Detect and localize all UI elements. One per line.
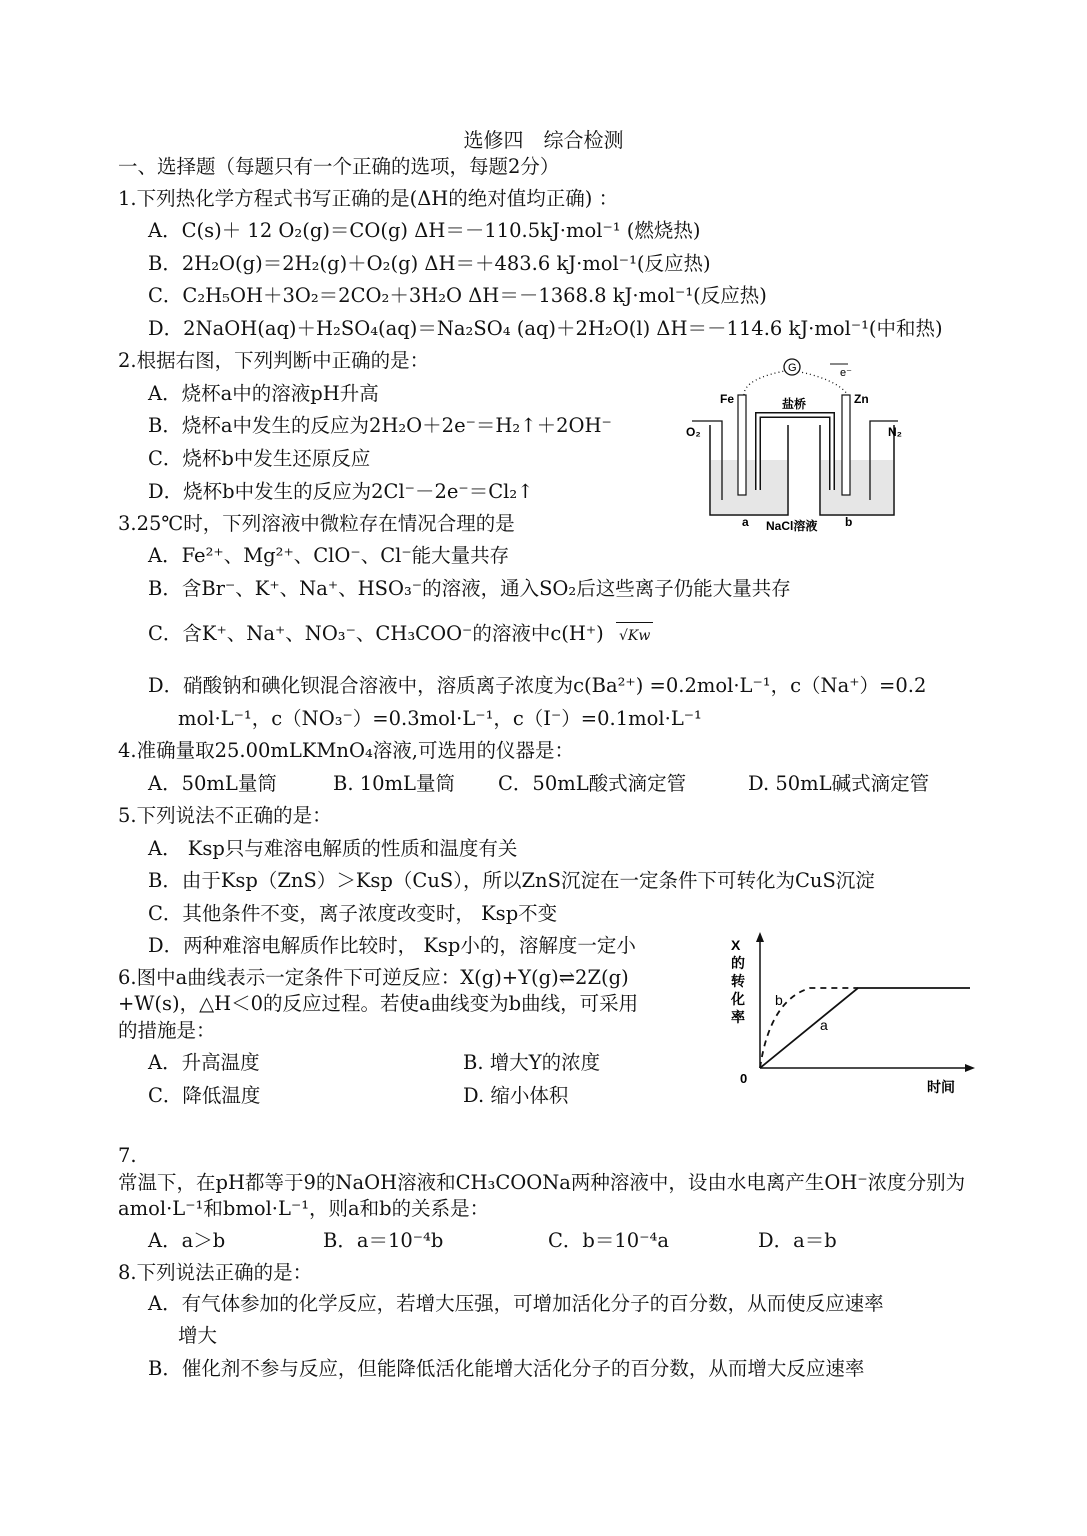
- q6-option-c: C．降低温度: [148, 1084, 261, 1107]
- q7-option-c: C．b＝10⁻⁴a: [548, 1229, 669, 1252]
- q7-stem-line1: 常温下，在pH都等于9的NaOH溶液和CH₃COONa两种溶液中，设由水电离产生OH⁻浓度分别为: [118, 1171, 966, 1194]
- curve-a: [760, 988, 970, 1068]
- n2-label: N₂: [888, 425, 902, 439]
- q1-option-b: B．2H₂O(g)＝2H₂(g)＋O₂(g) ΔH＝＋483.6 kJ·mol⁻¹(反应热): [148, 252, 711, 275]
- solution-label: NaCl溶液: [766, 519, 818, 533]
- q6-option-d: D. 缩小体积: [463, 1084, 569, 1107]
- o2-label: O₂: [686, 425, 701, 439]
- q6-option-a: A．升高温度: [148, 1051, 260, 1074]
- conversion-time-graph: [725, 930, 980, 1100]
- q7-stem-line2: amol·L⁻¹和bmol·L⁻¹，则a和b的关系是：: [118, 1197, 490, 1220]
- galvanometer-label: G: [788, 362, 797, 374]
- salt-bridge-label: 盐桥: [782, 397, 807, 411]
- q4-option-a: A．50mL量筒: [148, 772, 277, 795]
- q3-option-a: A．Fe²⁺、Mg²⁺、ClO⁻、Cl⁻能大量共存: [148, 544, 510, 567]
- q1-option-a: A．C(s)＋ 12 O₂(g)＝CO(g) ΔH＝－110.5kJ·mol⁻¹ (燃烧热): [148, 219, 701, 242]
- q8-stem: 8.下列说法正确的是：: [118, 1261, 313, 1284]
- y-label-4: 化: [731, 991, 745, 1007]
- q2-option-c: C．烧杯b中发生还原反应: [148, 447, 371, 470]
- galvanic-cell-diagram: [680, 350, 910, 535]
- q3-option-d-line1: D．硝酸钠和碘化钡混合溶液中，溶质离子浓度为c(Ba²⁺) =0.2mol·L⁻¹，c（Na⁺）=0.2: [148, 674, 927, 697]
- curve-b-label: b: [775, 992, 783, 1008]
- zn-label: Zn: [854, 392, 869, 406]
- y-label-5: 率: [731, 1009, 745, 1025]
- q7-number: 7.: [118, 1144, 137, 1167]
- q5-stem: 5.下列说法不正确的是：: [118, 804, 332, 827]
- section-heading: 一、选择题（每题只有一个正确的选项，每题2分）: [118, 155, 560, 178]
- x-axis-arrow: [965, 1064, 975, 1072]
- fe-label: Fe: [720, 392, 735, 406]
- electron-label: e⁻: [840, 367, 852, 379]
- q4-option-d: D. 50mL碱式滴定管: [748, 772, 930, 795]
- q8-option-a-line2: 增大: [178, 1324, 218, 1347]
- page-title: 选修四 综合检测: [463, 128, 624, 152]
- q7-option-b: B．a＝10⁻⁴b: [323, 1229, 444, 1252]
- y-axis-arrow: [756, 932, 764, 942]
- q1-option-d: D．2NaOH(aq)＋H₂SO₄(aq)＝Na₂SO₄ (aq)＋2H₂O(l) ΔH＝－114.6 kJ·mol⁻¹(中和热): [148, 317, 943, 340]
- q3-option-c-text: C．含K⁺、Na⁺、NO₃⁻、CH₃COO⁻的溶液中c(H⁺): [148, 622, 604, 645]
- q2-stem: 2.根据右图，下列判断中正确的是：: [118, 349, 430, 372]
- q6-stem-line2: +W(s)，△H＜0的反应过程。若使a曲线变为b曲线，可采用: [118, 992, 639, 1015]
- q4-stem: 4.准确量取25.00mLKMnO₄溶液,可选用的仪器是：: [118, 739, 574, 762]
- q6-stem-line1: 6.图中a曲线表示一定条件下可逆反应：X(g)+Y(g)⇌2Z(g): [118, 966, 629, 989]
- y-label-3: 转: [731, 973, 745, 989]
- fe-electrode: [738, 395, 746, 495]
- zn-electrode: [842, 395, 850, 495]
- q4-option-b: B. 10mL量筒: [333, 772, 455, 795]
- q5-option-a: A． Ksp只与难溶电解质的性质和温度有关: [148, 837, 518, 860]
- origin-label: 0: [740, 1071, 748, 1086]
- curve-a-label: a: [820, 1017, 828, 1033]
- q3-stem: 3.25℃时，下列溶液中微粒存在情况合理的是: [118, 512, 515, 535]
- q3-option-d-line2: mol·L⁻¹，c（NO₃⁻）=0.3mol·L⁻¹，c（I⁻）=0.1mol·L⁻¹: [178, 707, 702, 730]
- q5-option-b: B．由于Ksp（ZnS）＞Ksp（CuS），所以ZnS沉淀在一定条件下可转化为CuS沉淀: [148, 869, 875, 892]
- q1-option-c: C．C₂H₅OH＋3O₂＝2CO₂＋3H₂O ΔH＝－1368.8 kJ·mol⁻¹(反应热): [148, 284, 767, 307]
- q2-option-a: A．烧杯a中的溶液pH升高: [148, 382, 379, 405]
- q5-option-d: D．两种难溶电解质作比较时， Ksp小的，溶解度一定小: [148, 934, 636, 957]
- y-label-1: X: [731, 937, 741, 953]
- q6-stem-line3: 的措施是：: [118, 1019, 216, 1042]
- beaker-b-label: b: [845, 515, 853, 529]
- q7-option-d: D．a＝b: [758, 1229, 837, 1252]
- q3-option-c: [148, 621, 653, 649]
- q2-option-b: B．烧杯a中发生的反应为2H₂O＋2e⁻＝H₂↑＋2OH⁻: [148, 414, 612, 437]
- q7-option-a: A．a＞b: [148, 1229, 226, 1252]
- sqrt-kw: Kw: [627, 628, 651, 644]
- beaker-a-label: a: [742, 515, 749, 529]
- q8-option-b: B．催化剂不参与反应，但能降低活化能增大活化分子的百分数，从而增大反应速率: [148, 1357, 865, 1380]
- q5-option-c: C．其他条件不变，离子浓度改变时， Ksp不变: [148, 902, 558, 925]
- q1-stem: 1.下列热化学方程式书写正确的是(ΔH的绝对值均正确) ：: [118, 187, 619, 210]
- q8-option-a-line1: A．有气体参加的化学反应，若增大压强，可增加活化分子的百分数，从而使反应速率: [148, 1292, 884, 1315]
- sqrt-symbol: √Kw: [616, 622, 653, 649]
- x-axis-label: 时间: [927, 1079, 955, 1095]
- q4-option-c: C．50mL酸式滴定管: [498, 772, 687, 795]
- q2-option-d: D．烧杯b中发生的反应为2Cl⁻－2e⁻＝Cl₂↑: [148, 480, 534, 503]
- y-label-2: 的: [731, 955, 745, 971]
- q6-option-b: B. 增大Y的浓度: [463, 1051, 601, 1074]
- q3-option-b: B．含Br⁻、K⁺、Na⁺、HSO₃⁻的溶液，通入SO₂后这些离子仍能大量共存: [148, 577, 791, 600]
